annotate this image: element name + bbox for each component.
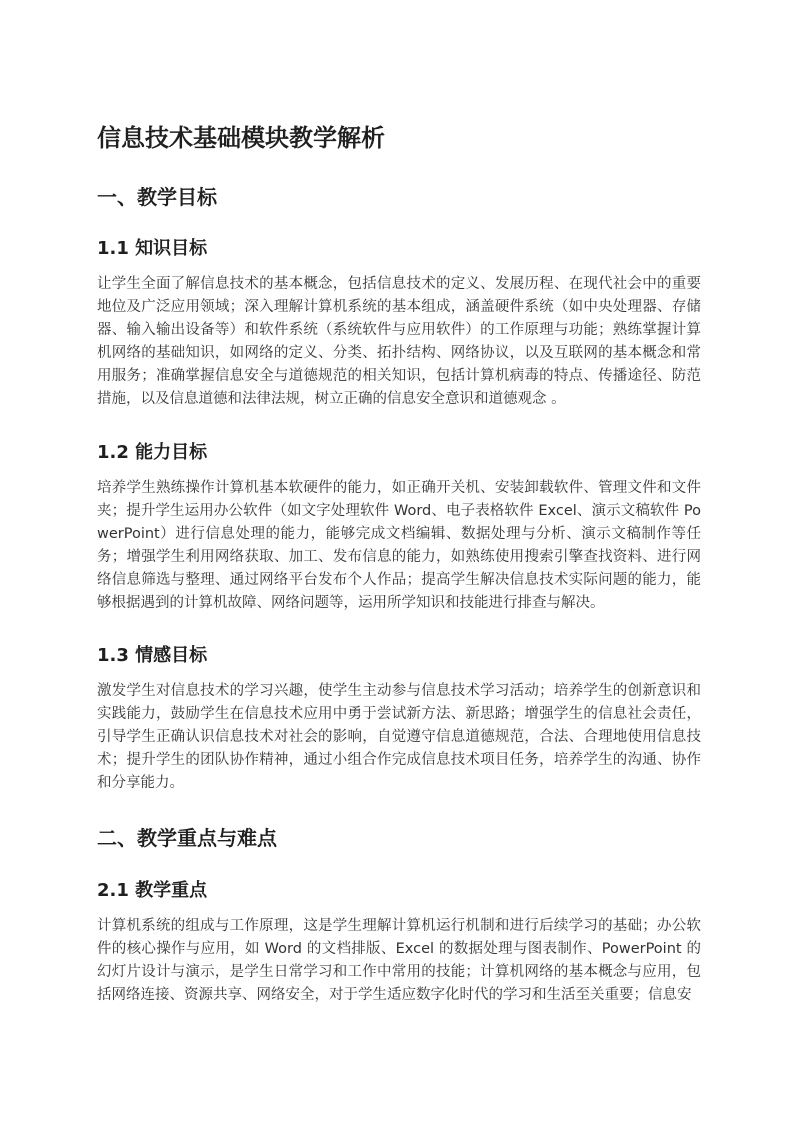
subsection-heading-ability-goals: 1.2 能力目标 xyxy=(97,442,208,463)
paragraph-knowledge-goals: 让学生全面了解信息技术的基本概念，包括信息技术的定义、发展历程、在现代社会中的重要地位及广泛应用领域；深入理解计算机系统的基本组成，涵盖硬件系统（如中央处理器、存储器、输入输出设备等）和软件系统（系统软件与应用软件）的工作原理与功能；熟练掌握计算机网络的基础知识，如网络的定义、分类、拓扑结构、网络协议，以及互联网的基本概念和常用服务；准确掌握信息安全与道德规范的相关知识，包括计算机病毒的特点、传播途径、防范措施，以及信息道德和法律法规，树立正确的信息安全意识和道德观念 。 xyxy=(97,276,701,407)
subsection-heading-emotional-goals: 1.3 情感目标 xyxy=(97,645,208,666)
paragraph-ability-goals: 培养学生熟练操作计算机基本软硬件的能力，如正确开关机、安装卸载软件、管理文件和文件夹；提升学生运用办公软件（如文字处理软件 Word、电子表格软件 Excel、演示文稿软件 PowerPoint）进行信息处理的能力，能够完成文档编辑、数据处理与分析、演示文稿制作等任务；增强学生利用网络获取、加工、发布信息的能力，如熟练使用搜索引擎查找资料、进行网络信息筛选与整理、通过网络平台发布个人作品；提高学生解决信息技术实际问题的能力，能够根据遇到的计算机故障、网络问题等，运用所学知识和技能进行排查与解决。 xyxy=(97,480,701,611)
document-title: 信息技术基础模块教学解析 xyxy=(97,124,385,152)
section-heading-key-points-difficulties: 二、教学重点与难点 xyxy=(97,826,277,850)
paragraph-emotional-goals: 激发学生对信息技术的学习兴趣，使学生主动参与信息技术学习活动；培养学生的创新意识和实践能力，鼓励学生在信息技术应用中勇于尝试新方法、新思路；增强学生的信息社会责任，引导学生正确认识信息技术对社会的影响，自觉遵守信息道德规范，合法、合理地使用信息技术；提升学生的团队协作精神，通过小组合作完成信息技术项目任务，培养学生的沟通、协作和分享能力。 xyxy=(97,683,701,791)
paragraph-key-points: 计算机系统的组成与工作原理，这是学生理解计算机运行机制和进行后续学习的基础；办公软件的核心操作与应用，如 Word 的文档排版、Excel 的数据处理与图表制作、PowerPoint 的幻灯片设计与演示，是学生日常学习和工作中常用的技能；计算机网络的基本概念与应用，包括网络连接、资源共享、网络安全，对于学生适应数字化时代的学习和生活至关重要；信息安 xyxy=(97,918,701,1003)
section-heading-teaching-goals: 一、教学目标 xyxy=(97,185,217,209)
subsection-heading-knowledge-goals: 1.1 知识目标 xyxy=(97,238,208,259)
subsection-heading-key-points: 2.1 教学重点 xyxy=(97,880,208,901)
